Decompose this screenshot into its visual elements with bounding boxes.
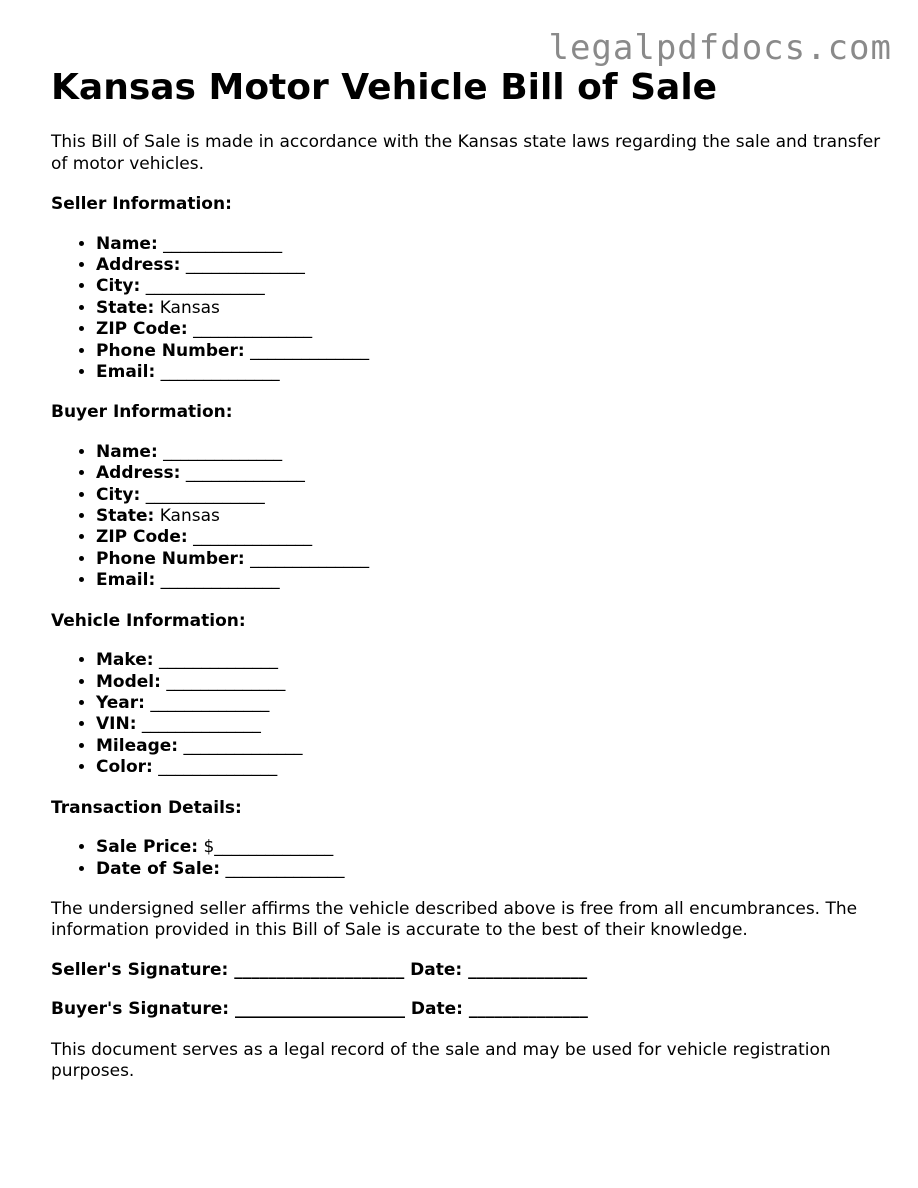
field-value: ______________ (183, 735, 303, 756)
field-label: Address: (96, 254, 181, 275)
field-value: ______________ (145, 276, 265, 297)
field-value: ______________ (225, 858, 345, 879)
buyer-field-list (51, 442, 881, 592)
field-value: Kansas (159, 506, 220, 527)
field-value: ______________ (185, 254, 305, 275)
list-item (96, 362, 881, 383)
list-item (96, 650, 881, 671)
field-label: Sale Price: (96, 837, 199, 858)
list-item (96, 672, 881, 693)
list-item (96, 549, 881, 570)
field-label: Model: (96, 671, 161, 692)
list-item (96, 319, 881, 340)
field-value: $______________ (203, 837, 334, 858)
field-label: Date of Sale: (96, 858, 221, 879)
list-item (96, 859, 881, 880)
field-value: ______________ (193, 527, 313, 548)
closing-paragraph: This document serves as a legal record of the sale and may be used for vehicle registration purposes. (51, 1039, 831, 1082)
field-value: ______________ (185, 463, 305, 484)
buyer-signature-line: Buyer's Signature: ____________________ Date: ______________ (51, 999, 588, 1020)
list-item (96, 442, 881, 463)
field-label: ZIP Code: (96, 319, 188, 340)
field-label: City: (96, 484, 141, 505)
field-value: ______________ (145, 484, 265, 505)
field-label: Make: (96, 650, 154, 671)
field-label: Phone Number: (96, 548, 245, 569)
field-label: State: (96, 297, 155, 318)
list-item (96, 736, 881, 757)
field-label: Name: (96, 233, 158, 254)
field-label: Name: (96, 441, 158, 462)
vehicle-field-list (51, 650, 881, 778)
field-value: Kansas (159, 297, 220, 318)
field-value: ______________ (250, 548, 370, 569)
field-label: Email: (96, 570, 156, 591)
field-label: State: (96, 506, 155, 527)
field-value: ______________ (163, 233, 283, 254)
list-item (96, 298, 881, 319)
field-value: ______________ (250, 340, 370, 361)
list-item (96, 463, 881, 484)
field-value: ______________ (193, 319, 313, 340)
list-item (96, 341, 881, 362)
field-label: Email: (96, 361, 156, 382)
field-label: Mileage: (96, 735, 179, 756)
document-body (51, 66, 881, 1083)
field-label: ZIP Code: (96, 527, 188, 548)
buyer-section-heading: Buyer Information: (51, 402, 233, 423)
vehicle-section-heading: Vehicle Information: (51, 610, 246, 631)
list-item (96, 255, 881, 276)
list-item (96, 506, 881, 527)
page-title: Kansas Motor Vehicle Bill of Sale (51, 67, 718, 108)
field-label: Year: (96, 693, 145, 713)
field-value: ______________ (150, 693, 270, 713)
list-item (96, 714, 881, 735)
list-item (96, 485, 881, 506)
field-value: ______________ (158, 650, 278, 671)
seller-section-heading: Seller Information: (51, 194, 232, 214)
field-value: ______________ (141, 714, 261, 735)
list-item (96, 757, 881, 778)
field-label: City: (96, 276, 141, 297)
affirmation-paragraph: The undersigned seller affirms the vehicle described above is free from all encumbrances. The information provided in this Bill of Sale is accurate to the best of their knowledge. (51, 898, 858, 941)
watermark: legalpdfdocs.com (548, 28, 892, 68)
field-value: ______________ (158, 757, 278, 778)
list-item (96, 837, 881, 858)
transaction-section-heading: Transaction Details: (51, 797, 242, 818)
field-value: ______________ (163, 441, 283, 462)
seller-signature-line: Seller's Signature: ____________________ Date: ______________ (51, 959, 588, 980)
list-item (96, 693, 881, 714)
field-value: ______________ (166, 671, 286, 692)
intro-paragraph: This Bill of Sale is made in accordance with the Kansas state laws regarding the sale and transfer of motor vehicles. (51, 132, 881, 174)
field-label: Phone Number: (96, 340, 245, 361)
field-value: ______________ (160, 361, 280, 382)
field-label: VIN: (96, 714, 137, 735)
seller-field-list (51, 234, 881, 384)
list-item (96, 276, 881, 297)
list-item (96, 234, 881, 255)
field-label: Color: (96, 757, 153, 778)
list-item (96, 570, 881, 591)
field-label: Address: (96, 463, 181, 484)
transaction-field-list (51, 837, 881, 880)
field-value: ______________ (160, 570, 280, 591)
list-item (96, 527, 881, 548)
